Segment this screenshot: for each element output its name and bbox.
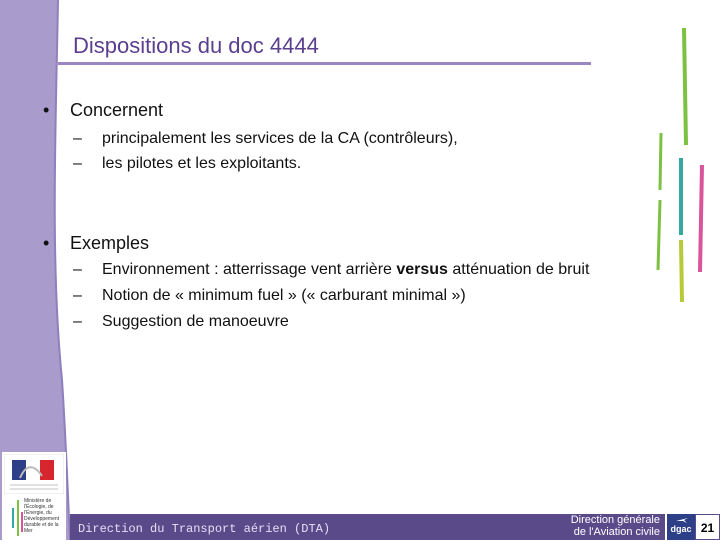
- item-text: les pilotes et les exploitants.: [102, 155, 302, 172]
- dgac-label: [540, 514, 660, 538]
- item-text-after: atténuation de bruit: [447, 261, 590, 278]
- heading-text: Concernent: [70, 100, 164, 120]
- dgac-line1: Direction générale: [570, 514, 660, 526]
- section-heading: [43, 100, 164, 121]
- item-text: principalement les services de la CA (contrôleurs),: [102, 130, 458, 147]
- item-text-before: Environnement : atterrissage vent arrière: [102, 261, 397, 278]
- item-text: Notion de « minimum fuel » (« carburant minimal »): [102, 287, 466, 304]
- ministry-name: Ministère de l'Écologie, de l'Énergie, du Développement durable et de la Mer: [24, 498, 60, 534]
- bullet: •: [43, 233, 50, 253]
- dash: –: [73, 155, 82, 172]
- bullet: •: [43, 100, 50, 120]
- slide-title: Dispositions du doc 4444: [73, 33, 319, 58]
- page-number: 21: [695, 514, 720, 540]
- dgac-logo-text: dgac: [670, 524, 692, 534]
- dash: –: [73, 313, 82, 330]
- ministry-logo-block: [2, 452, 66, 540]
- list-item: [73, 287, 466, 305]
- dgac-logo: [667, 514, 695, 540]
- item-text: Suggestion de manoeuvre: [102, 313, 289, 330]
- list-item: [73, 155, 302, 173]
- item-text-bold: versus: [396, 261, 448, 278]
- footer-department: Direction du Transport aérien (DTA): [78, 522, 331, 536]
- dgac-line2: de l'Aviation civile: [573, 526, 660, 538]
- dash: –: [73, 261, 82, 278]
- ministry-mark-icon: [4, 498, 24, 538]
- list-item: [73, 130, 458, 148]
- list-item: [73, 261, 590, 279]
- title-underline: [58, 62, 591, 65]
- section-heading: [43, 233, 150, 254]
- decor-stripes: [658, 28, 702, 302]
- dash: –: [73, 287, 82, 304]
- list-item: [73, 313, 289, 331]
- heading-text: Exemples: [70, 233, 150, 253]
- republique-francaise-logo: [4, 454, 64, 494]
- dash: –: [73, 130, 82, 147]
- plane-icon: [675, 516, 689, 524]
